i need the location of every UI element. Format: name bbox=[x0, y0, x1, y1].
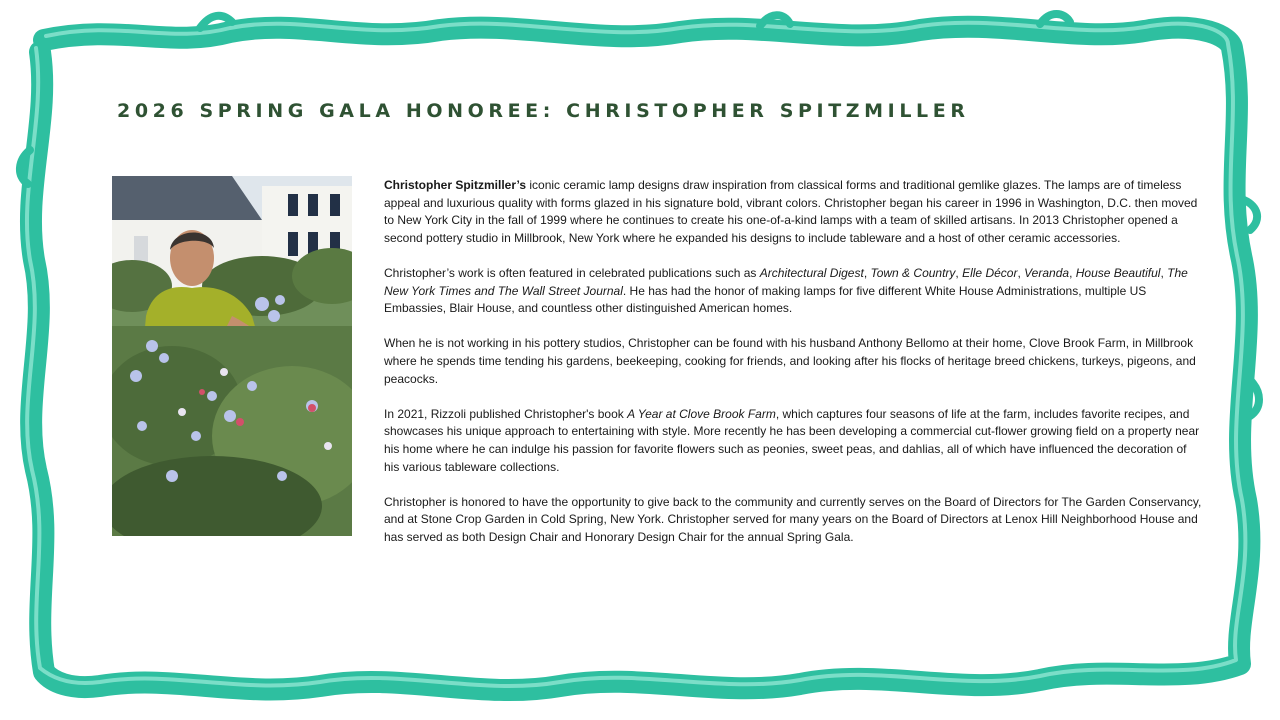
publication-title: The New York Times and The Wall Street Journal bbox=[384, 265, 1188, 298]
page-title: 2026 SPRING GALA HONOREE: CHRISTOPHER SPITZMILLER bbox=[117, 100, 970, 122]
publication-title: Architectural Digest bbox=[759, 265, 864, 280]
book-title: A Year at Clove Brook Farm bbox=[627, 406, 776, 421]
separator: , bbox=[863, 265, 871, 280]
separator: , bbox=[955, 265, 963, 280]
publication-title: House Beautiful bbox=[1075, 265, 1161, 280]
bio-text: . He has had the honor of making lamps for five different White House Administrations, multiple US Embassies, Blair House, and countless other distinguished American homes. bbox=[384, 283, 1147, 316]
publication-title: Town & Country bbox=[870, 265, 956, 280]
separator: , bbox=[1069, 265, 1076, 280]
bio-text: In 2021, Rizzoli published Christopher's book bbox=[384, 406, 628, 421]
bio-paragraph-book bbox=[384, 406, 1202, 476]
honoree-portrait-photo bbox=[112, 176, 352, 536]
bio-text: iconic ceramic lamp designs draw inspiration from classical forms and traditional gemlike glazes. The lamps are of timeless appeal and luxurious quality with forms glazed in his signature bold, vibrant colors. Christopher began his career in 1996 in Washington, D.C. then moved to New York City in the fall of 1999 where he continues to create his one-of-a-kind lamps with a team of skilled artisans. In 2013 Christopher opened a second pottery studio in Millbrook, New York where he expanded his designs to include tableware and a host of other ceramic accessories. bbox=[384, 178, 1198, 245]
honoree-bio bbox=[384, 177, 1202, 564]
publication-title: Veranda bbox=[1024, 265, 1070, 280]
bio-paragraph-career bbox=[384, 177, 1202, 247]
bio-paragraph-home: When he is not working in his pottery studios, Christopher can be found with his husband Anthony Bellomo at their home, Clove Brook Farm, in Millbrook where he spends time tending his gardens, beekeeping, cooking for friends, and looking after his flocks of heritage breed chickens, turkeys, pigeons, and peacocks. bbox=[384, 336, 1196, 386]
publication-title: Elle Décor bbox=[962, 265, 1018, 280]
honoree-name: Christopher Spitzmiller’s bbox=[384, 178, 527, 192]
bio-paragraph-publications bbox=[384, 265, 1202, 318]
bio-text: Christopher’s work is often featured in celebrated publications such as bbox=[384, 265, 760, 280]
separator: , bbox=[1160, 265, 1168, 280]
separator: , bbox=[1017, 265, 1025, 280]
bio-paragraph-community: Christopher is honored to have the opportunity to give back to the community and currently serves on the Board of Directors for The Garden Conservancy, and at Stone Crop Garden in Cold Spring, New York. Christopher served for many years on the Board of Directors at Lenox Hill Neighborhood House and has served as both Design Chair and Honorary Design Chair for the annual Spring Gala. bbox=[384, 494, 1202, 544]
bio-text: , which captures four seasons of life at the farm, includes favorite recipes, and showcases his unique approach to entertaining with style. More recently he has been developing a commercial cut-flower growing field on a property near his home where he can indulge his passion for favorite flowers such as peonies, sweet peas, and dahlias, all of which have influenced the decoration of his various tableware collections. bbox=[384, 406, 1200, 474]
